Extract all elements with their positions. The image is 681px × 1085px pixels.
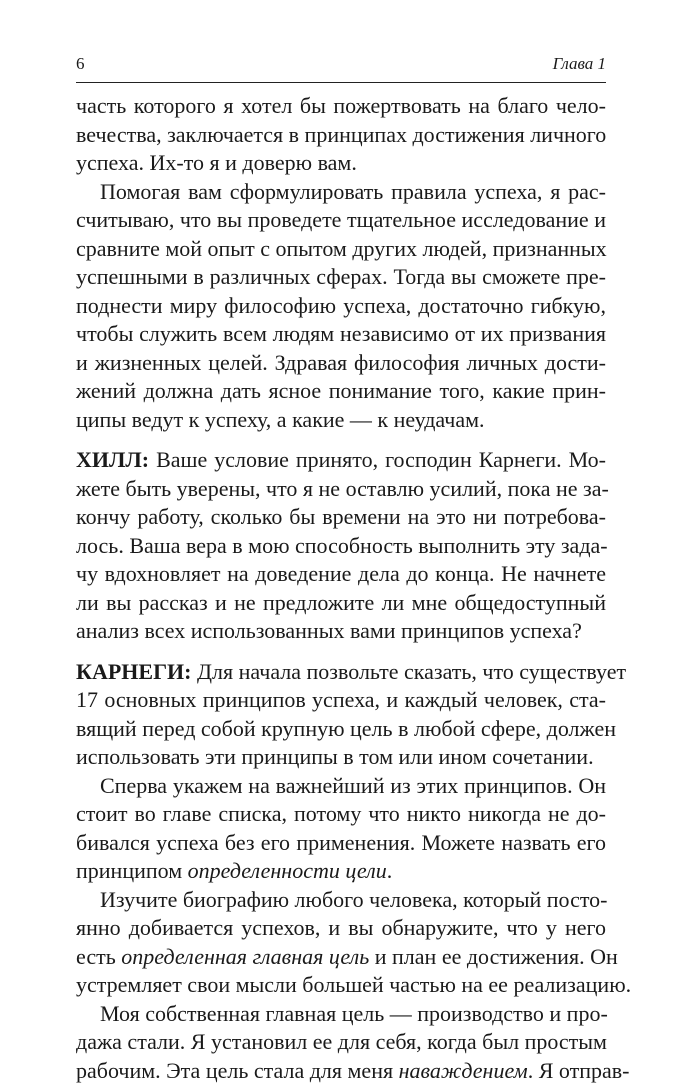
text-line: чу вдохновляет на доведение дела до конца. Не начнете [76,560,606,589]
running-header [76,52,606,83]
text-line: успеха. Их-то я и доверю вам. [76,149,606,178]
text-line: успешными в различных сферах. Тогда вы сможете пре- [76,263,606,292]
paragraph-2 [76,178,606,435]
text-line: использовать эти принципы в том или ином сочетании. [76,743,606,772]
text-line: считываю, что вы проведете тщательное исследование и [76,206,606,235]
text-line: Изучите биографию любого человека, который посто- [76,886,606,915]
paragraph-6 [76,886,606,1000]
text-line: жете быть уверены, что я не оставлю усилий, пока не за- [76,475,606,504]
text-run: Ваше условие принято, господин Карнеги. Мо- [149,447,606,472]
text-line: лось. Ваша вера в мою способность выполнить эту зада- [76,532,606,561]
text-line: вечества, заключается в принципах достижения личного [76,121,606,150]
chapter-title: Глава 1 [553,54,606,74]
text-line: анализ всех использованных вами принципов успеха? [76,617,606,646]
emphasis: наваждением [399,1058,528,1083]
text-run: и план ее достижения. Он [369,944,618,969]
text-line [76,1057,606,1085]
page-body [76,92,606,1085]
paragraph-hill [76,446,606,646]
paragraph-carnegie [76,658,606,772]
paragraph-1 [76,92,606,178]
text-line: сравните мой опыт с опытом других людей, признанных [76,235,606,264]
text-line: 17 основных принципов успеха, и каждый человек, ста- [76,686,606,715]
text-line: жений должна дать ясное понимание того, какие прин- [76,377,606,406]
paragraph-5 [76,772,606,886]
emphasis: определенная главная цель [121,944,369,969]
speaker-hill: ХИЛЛ: [76,447,149,472]
text-line: вящий перед собой крупную цель в любой сфере, должен [76,715,606,744]
text-line [76,857,606,886]
page-number: 6 [76,54,85,74]
speaker-carnegie: КАРНЕГИ: [76,659,192,684]
text-line: янно добивается успехов, и вы обнаружите, что у него [76,914,606,943]
text-line [76,446,606,475]
emphasis: определенности цели [188,858,387,883]
text-line: поднести миру философию успеха, достаточно гибкую, [76,292,606,321]
text-line: устремляет свои мысли большей частью на ее реализацию. [76,971,606,1000]
text-line: и жизненных целей. Здравая философия личных дости- [76,349,606,378]
text-line [76,658,606,687]
text-line: кончу работу, сколько бы времени на это ни потребова- [76,503,606,532]
text-run: . [387,858,393,883]
text-line: часть которого я хотел бы пожертвовать на благо чело- [76,92,606,121]
paragraph-7 [76,1000,606,1085]
text-line [76,943,606,972]
text-run: рабочим. Эта цель стала для меня [76,1058,399,1083]
text-run: есть [76,944,121,969]
text-line: Помогая вам сформулировать правила успеха, я рас- [76,178,606,207]
text-line: ли вы рассказ и не предложите ли мне общедоступный [76,589,606,618]
text-run: . Я отправ- [528,1058,630,1083]
text-run: принципом [76,858,188,883]
text-line: чтобы служить всем людям независимо от их призвания [76,320,606,349]
text-line: бивался успеха без его применения. Можете назвать его [76,829,606,858]
text-line: ципы ведут к успеху, а какие — к неудачам. [76,406,606,435]
text-line: Сперва укажем на важнейший из этих принципов. Он [76,772,606,801]
text-run: Для начала позвольте сказать, что существует [192,659,627,684]
text-line: стоит во главе списка, потому что никто никогда не до- [76,800,606,829]
text-line: дажа стали. Я установил ее для себя, когда был простым [76,1028,606,1057]
text-line: Моя собственная главная цель — производство и про- [76,1000,606,1029]
